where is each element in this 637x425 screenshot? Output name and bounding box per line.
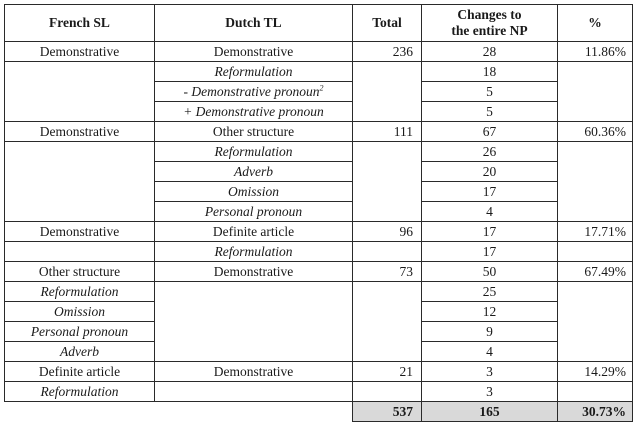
table-row (5, 142, 633, 162)
french-sl-cell-empty (5, 142, 155, 222)
dutch-tl-cell: Personal pronoun (155, 202, 353, 222)
changes-cell: 67 (422, 122, 558, 142)
french-sl-cell: Other structure (5, 262, 155, 282)
percent-cell-empty (558, 62, 633, 122)
dutch-tl-cell: Definite article (155, 222, 353, 242)
header-french-sl: French SL (5, 5, 155, 42)
dutch-tl-cell: Reformulation (155, 62, 353, 82)
summary-percent-cell: 30.73% (558, 402, 633, 422)
changes-cell: 12 (422, 302, 558, 322)
dutch-tl-cell: Adverb (155, 162, 353, 182)
percent-cell: 60.36% (558, 122, 633, 142)
header-dutch-tl: Dutch TL (155, 5, 353, 42)
changes-cell: 50 (422, 262, 558, 282)
dutch-tl-cell-empty (155, 382, 353, 402)
footnote-marker: 2 (319, 83, 324, 92)
changes-cell: 3 (422, 362, 558, 382)
changes-cell: 20 (422, 162, 558, 182)
header-changes (422, 5, 558, 42)
changes-cell: 17 (422, 222, 558, 242)
percent-cell-empty (558, 142, 633, 222)
changes-cell: 17 (422, 242, 558, 262)
dutch-tl-cell: Demonstrative (155, 262, 353, 282)
table-row (5, 242, 633, 262)
percent-cell: 67.49% (558, 262, 633, 282)
changes-cell: 25 (422, 282, 558, 302)
french-sl-cell-empty (5, 242, 155, 262)
changes-cell: 4 (422, 342, 558, 362)
french-sl-cell: Demonstrative (5, 122, 155, 142)
dutch-tl-cell: Demonstrative (155, 362, 353, 382)
table-row (5, 222, 633, 242)
header-row (5, 5, 633, 42)
table-row (5, 42, 633, 62)
french-sl-cell: Omission (5, 302, 155, 322)
total-cell: 96 (353, 222, 422, 242)
dutch-tl-cell: - Demonstrative pronoun$^2$ (155, 82, 353, 102)
percent-cell: 14.29% (558, 362, 633, 382)
dutch-tl-cell: Reformulation (155, 142, 353, 162)
changes-cell: 5 (422, 102, 558, 122)
percent-cell-empty (558, 242, 633, 262)
np-changes-table (4, 4, 633, 422)
summary-changes-cell: 165 (422, 402, 558, 422)
changes-cell: 18 (422, 62, 558, 82)
dutch-tl-cell: + Demonstrative pronoun (155, 102, 353, 122)
table-row (5, 262, 633, 282)
french-sl-cell: Demonstrative (5, 222, 155, 242)
french-sl-cell: Demonstrative (5, 42, 155, 62)
french-sl-cell-empty (5, 62, 155, 122)
changes-cell: 3 (422, 382, 558, 402)
changes-cell: 5 (422, 82, 558, 102)
dutch-tl-cell-empty (155, 282, 353, 362)
summary-row (5, 402, 633, 422)
total-cell-empty (353, 282, 422, 362)
table-row (5, 122, 633, 142)
total-cell-empty (353, 242, 422, 262)
total-cell: 236 (353, 42, 422, 62)
percent-cell: 17.71% (558, 222, 633, 242)
total-cell-empty (353, 142, 422, 222)
french-sl-cell: Definite article (5, 362, 155, 382)
total-cell: 21 (353, 362, 422, 382)
table-row (5, 282, 633, 302)
total-cell-empty (353, 62, 422, 122)
french-sl-cell: Adverb (5, 342, 155, 362)
total-cell: 111 (353, 122, 422, 142)
french-sl-cell: Reformulation (5, 282, 155, 302)
percent-cell: 11.86% (558, 42, 633, 62)
dutch-tl-cell: Omission (155, 182, 353, 202)
total-cell-empty (353, 382, 422, 402)
percent-cell-empty (558, 282, 633, 362)
changes-cell: 17 (422, 182, 558, 202)
summary-total-cell: 537 (353, 402, 422, 422)
header-percent: % (558, 5, 633, 42)
summary-blank (5, 402, 155, 422)
header-changes-text: Changes to the entire NP (451, 7, 528, 38)
table-row (5, 62, 633, 82)
total-cell: 73 (353, 262, 422, 282)
french-sl-cell: Personal pronoun (5, 322, 155, 342)
changes-cell: 28 (422, 42, 558, 62)
french-sl-cell: Reformulation (5, 382, 155, 402)
header-total: Total (353, 5, 422, 42)
summary-blank (155, 402, 353, 422)
dutch-tl-cell: Demonstrative (155, 42, 353, 62)
dutch-tl-cell: Reformulation (155, 242, 353, 262)
changes-cell: 9 (422, 322, 558, 342)
changes-cell: 4 (422, 202, 558, 222)
dutch-tl-cell: Other structure (155, 122, 353, 142)
table-row (5, 382, 633, 402)
changes-cell: 26 (422, 142, 558, 162)
table-row (5, 362, 633, 382)
percent-cell-empty (558, 382, 633, 402)
table-body (5, 42, 633, 422)
